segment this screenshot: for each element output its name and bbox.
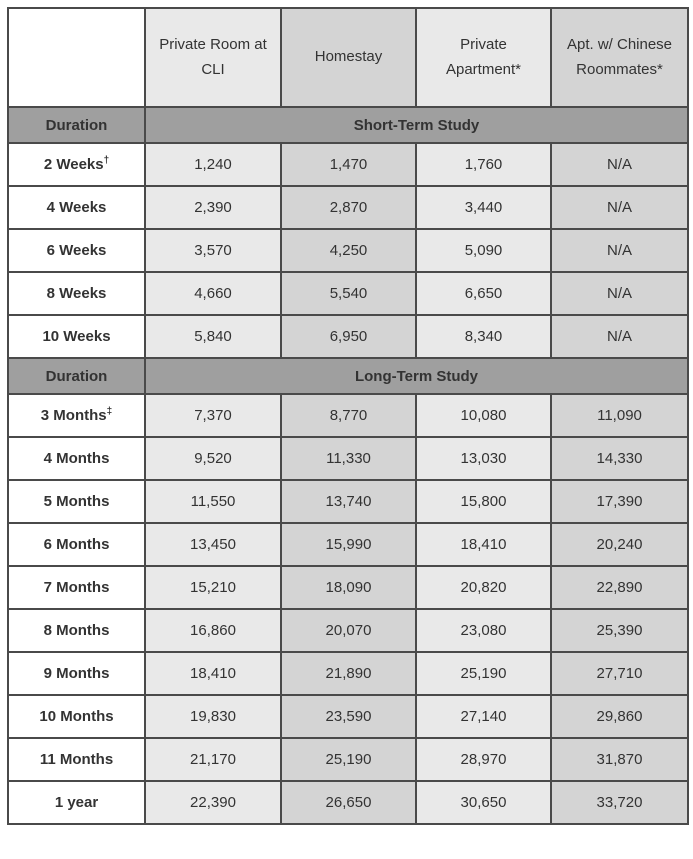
price-cell: 5,540 bbox=[281, 272, 416, 315]
table-row bbox=[8, 480, 688, 523]
price-cell: 26,650 bbox=[281, 781, 416, 824]
price-cell: 21,890 bbox=[281, 652, 416, 695]
table-row bbox=[8, 143, 688, 186]
table-row bbox=[8, 437, 688, 480]
table-row bbox=[8, 695, 688, 738]
column-header-apt-with-chinese-roommates: Apt. w/ Chinese Roommates* bbox=[551, 8, 688, 107]
price-cell: 4,250 bbox=[281, 229, 416, 272]
price-cell: 11,550 bbox=[145, 480, 281, 523]
table-row bbox=[8, 523, 688, 566]
duration-label: Duration bbox=[8, 107, 145, 143]
price-cell: 21,170 bbox=[145, 738, 281, 781]
price-cell: 9,520 bbox=[145, 437, 281, 480]
price-cell: 28,970 bbox=[416, 738, 551, 781]
price-cell: 1,240 bbox=[145, 143, 281, 186]
row-label: 2 Weeks† bbox=[8, 143, 145, 186]
price-cell: 17,390 bbox=[551, 480, 688, 523]
price-cell: 5,090 bbox=[416, 229, 551, 272]
price-cell: 31,870 bbox=[551, 738, 688, 781]
price-cell: 25,190 bbox=[281, 738, 416, 781]
price-cell: N/A bbox=[551, 143, 688, 186]
section-title: Long-Term Study bbox=[145, 358, 688, 394]
price-cell: 18,410 bbox=[145, 652, 281, 695]
price-cell: 23,080 bbox=[416, 609, 551, 652]
price-cell: 14,330 bbox=[551, 437, 688, 480]
price-cell: 3,440 bbox=[416, 186, 551, 229]
price-cell: 18,410 bbox=[416, 523, 551, 566]
price-cell: N/A bbox=[551, 229, 688, 272]
price-cell: 4,660 bbox=[145, 272, 281, 315]
column-header-row bbox=[8, 8, 688, 107]
price-cell: 20,240 bbox=[551, 523, 688, 566]
price-cell: 22,390 bbox=[145, 781, 281, 824]
price-cell: 6,950 bbox=[281, 315, 416, 358]
table-row bbox=[8, 652, 688, 695]
price-cell: 11,330 bbox=[281, 437, 416, 480]
price-cell: 11,090 bbox=[551, 394, 688, 437]
price-cell: 15,210 bbox=[145, 566, 281, 609]
price-cell: 3,570 bbox=[145, 229, 281, 272]
price-cell: 23,590 bbox=[281, 695, 416, 738]
section-header-row bbox=[8, 358, 688, 394]
price-cell: 25,390 bbox=[551, 609, 688, 652]
price-cell: 16,860 bbox=[145, 609, 281, 652]
column-header-private-room-at-cli: Private Room at CLI bbox=[145, 8, 281, 107]
price-cell: 2,870 bbox=[281, 186, 416, 229]
accommodation-pricing-table bbox=[7, 7, 689, 825]
price-cell: 2,390 bbox=[145, 186, 281, 229]
price-cell: 7,370 bbox=[145, 394, 281, 437]
price-cell: 18,090 bbox=[281, 566, 416, 609]
table-row bbox=[8, 781, 688, 824]
price-cell: 1,760 bbox=[416, 143, 551, 186]
table-row bbox=[8, 394, 688, 437]
price-cell: N/A bbox=[551, 315, 688, 358]
empty-corner-cell bbox=[8, 8, 145, 107]
column-header-private-apartment: Private Apartment* bbox=[416, 8, 551, 107]
price-cell: 27,710 bbox=[551, 652, 688, 695]
price-cell: 20,070 bbox=[281, 609, 416, 652]
row-label: 1 year bbox=[8, 781, 145, 824]
price-cell: 30,650 bbox=[416, 781, 551, 824]
section-title: Short-Term Study bbox=[145, 107, 688, 143]
row-label: 4 Weeks bbox=[8, 186, 145, 229]
row-label: 7 Months bbox=[8, 566, 145, 609]
row-label: 10 Months bbox=[8, 695, 145, 738]
price-cell: 20,820 bbox=[416, 566, 551, 609]
price-cell: 8,770 bbox=[281, 394, 416, 437]
price-cell: 15,990 bbox=[281, 523, 416, 566]
table-row bbox=[8, 186, 688, 229]
price-cell: 10,080 bbox=[416, 394, 551, 437]
duration-label: Duration bbox=[8, 358, 145, 394]
price-cell: 13,030 bbox=[416, 437, 551, 480]
price-cell: 33,720 bbox=[551, 781, 688, 824]
table-row bbox=[8, 229, 688, 272]
row-label: 8 Months bbox=[8, 609, 145, 652]
row-label: 5 Months bbox=[8, 480, 145, 523]
row-label: 10 Weeks bbox=[8, 315, 145, 358]
price-cell: 6,650 bbox=[416, 272, 551, 315]
price-cell: 25,190 bbox=[416, 652, 551, 695]
row-label: 3 Months‡ bbox=[8, 394, 145, 437]
price-cell: 1,470 bbox=[281, 143, 416, 186]
row-label: 6 Weeks bbox=[8, 229, 145, 272]
row-label: 6 Months bbox=[8, 523, 145, 566]
pricing-table-body bbox=[8, 107, 688, 824]
table-row bbox=[8, 566, 688, 609]
section-header-row bbox=[8, 107, 688, 143]
price-cell: N/A bbox=[551, 186, 688, 229]
price-cell: 19,830 bbox=[145, 695, 281, 738]
price-cell: 22,890 bbox=[551, 566, 688, 609]
table-row bbox=[8, 738, 688, 781]
price-cell: 13,450 bbox=[145, 523, 281, 566]
price-cell: 5,840 bbox=[145, 315, 281, 358]
price-cell: N/A bbox=[551, 272, 688, 315]
table-row bbox=[8, 315, 688, 358]
price-cell: 8,340 bbox=[416, 315, 551, 358]
row-label: 8 Weeks bbox=[8, 272, 145, 315]
price-cell: 15,800 bbox=[416, 480, 551, 523]
row-label: 9 Months bbox=[8, 652, 145, 695]
row-label: 4 Months bbox=[8, 437, 145, 480]
price-cell: 29,860 bbox=[551, 695, 688, 738]
table-row bbox=[8, 609, 688, 652]
row-label: 11 Months bbox=[8, 738, 145, 781]
price-cell: 27,140 bbox=[416, 695, 551, 738]
price-cell: 13,740 bbox=[281, 480, 416, 523]
column-header-homestay: Homestay bbox=[281, 8, 416, 107]
table-row bbox=[8, 272, 688, 315]
